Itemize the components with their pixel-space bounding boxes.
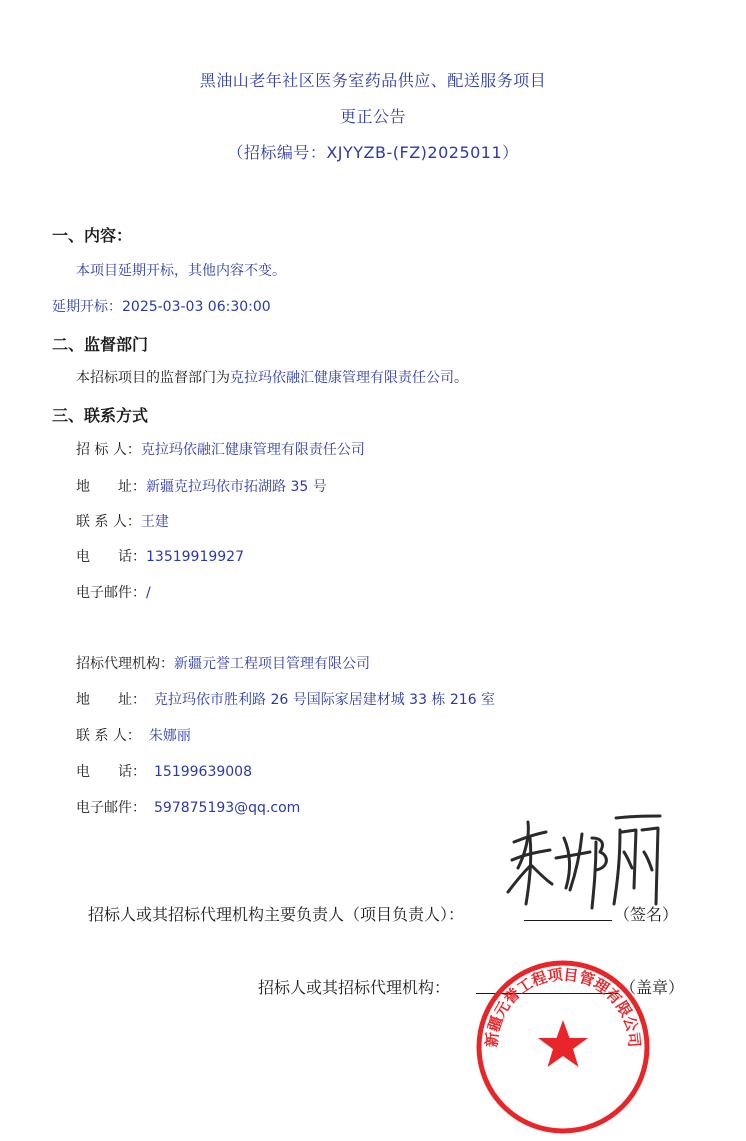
section1-heading: 一、内容： — [52, 226, 133, 245]
agency-addr-label: 地 址： — [76, 692, 146, 708]
tenderer-tel-label: 电 话： — [76, 549, 146, 565]
tenderer-name-row — [76, 439, 365, 459]
agency-tel-row — [76, 761, 252, 781]
delay-open-label: 延期开标： — [52, 299, 122, 315]
doc-title-line1: 黑油山老年社区医务室药品供应、配送服务项目 — [199, 71, 547, 90]
delay-open-row — [52, 296, 271, 316]
sign-underline — [524, 920, 612, 921]
section2-heading: 二、监督部门 — [52, 335, 149, 354]
tender-number: （招标编号：XJYYZB-(FZ)2025011） — [227, 143, 519, 162]
agency-email-label: 电子邮件： — [76, 800, 146, 816]
tenderer-contact-label: 联 系 人： — [76, 514, 141, 530]
agency-email-row — [76, 797, 300, 817]
supervision-suffix: 。 — [454, 370, 468, 386]
tenderer-addr: 新疆克拉玛依市拓湖路 35 号 — [146, 479, 327, 495]
sign-suffix: （签名） — [614, 905, 679, 924]
agency-contact-row — [76, 725, 191, 745]
delay-open-value: 2025-03-03 06:30:00 — [122, 299, 271, 315]
agency-tel-label: 电 话： — [76, 764, 146, 780]
agency-name-row — [76, 653, 370, 673]
agency-addr: 克拉玛依市胜利路 26 号国际家居建材城 33 栋 216 室 — [154, 692, 496, 708]
agency-contact: 朱娜丽 — [148, 728, 191, 744]
seal-suffix: （盖章） — [620, 978, 685, 997]
agency-addr-row — [76, 689, 495, 709]
section3-heading: 三、联系方式 — [52, 406, 149, 425]
tenderer-contact-row — [76, 511, 169, 531]
tenderer-email-label: 电子邮件： — [76, 585, 146, 601]
sign-line-label: 招标人或其招标代理机构主要负责人（项目负责人）： — [88, 905, 465, 924]
tenderer-contact: 王建 — [140, 514, 169, 530]
seal-text: 新疆元誉工程项目管理有限公司 — [482, 965, 644, 1048]
agency-tel: 15199639008 — [154, 764, 252, 780]
doc-title-line2: 更正公告 — [339, 107, 406, 126]
tenderer-email: / — [146, 585, 151, 601]
agency-name-label: 招标代理机构： — [76, 656, 174, 672]
supervision-org: 克拉玛依融汇健康管理有限责任公司 — [230, 370, 454, 386]
agency-name: 新疆元誉工程项目管理有限公司 — [174, 656, 370, 672]
tenderer-tel: 13519919927 — [146, 549, 244, 565]
tenderer-tel-row — [76, 546, 244, 566]
agency-email: 597875193@qq.com — [154, 800, 301, 816]
tenderer-name-label: 招 标 人： — [76, 442, 141, 458]
seal-line-label: 招标人或其招标代理机构： — [258, 978, 451, 997]
agency-contact-label: 联 系 人： — [76, 728, 141, 744]
company-seal — [468, 952, 658, 1138]
tenderer-addr-row — [76, 476, 327, 496]
supervision-prefix: 本招标项目的监督部门为 — [76, 370, 230, 386]
supervision-text — [76, 367, 468, 387]
handwritten-signature — [500, 808, 680, 918]
tenderer-addr-label: 地 址： — [76, 479, 146, 495]
tenderer-email-row — [76, 582, 151, 602]
section1-content: 本项目延期开标，其他内容不变。 — [76, 263, 286, 279]
tenderer-name: 克拉玛依融汇健康管理有限责任公司 — [140, 442, 365, 458]
star-icon — [538, 1020, 588, 1067]
